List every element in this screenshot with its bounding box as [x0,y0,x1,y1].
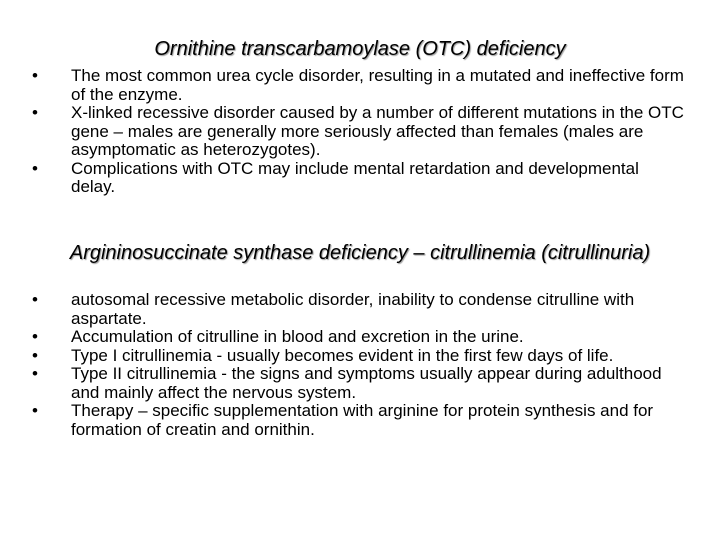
citrullinemia-bullet-list [24,291,684,439]
bullet-icon: • [32,66,38,85]
bullet-text: Therapy – specific supplementation with arginine for protein synthesis and for formation of creatin and ornithin. [71,401,654,439]
bullet-text: Complications with OTC may include mental retardation and developmental delay. [71,158,639,196]
section-title-otc-deficiency: Ornithine transcarbamoylase (OTC) deficiency [154,38,566,60]
list-item [24,328,684,347]
bullet-icon: • [32,401,38,420]
section-title-citrullinemia: Argininosuccinate synthase deficiency – citrullinemia (citrullinuria) [69,242,651,264]
list-item [24,67,684,104]
list-item [24,291,684,328]
list-item [24,347,684,366]
list-item [24,365,684,402]
bullet-icon: • [32,290,38,309]
bullet-icon: • [32,103,38,122]
list-item [24,402,684,439]
bullet-text: autosomal recessive metabolic disorder, inability to condense citrulline with aspartate. [71,290,635,328]
bullet-text: Type I citrullinemia - usually becomes evident in the first few days of life. [71,345,614,365]
list-item [24,160,684,197]
bullet-text: Type II citrullinemia - the signs and symptoms usually appear during adulthood and mainly affect the nervous system. [71,364,662,402]
list-item [24,104,684,160]
bullet-text: X-linked recessive disorder caused by a number of different mutations in the OTC gene – males are generally more seriously affected than females (males are asymptomatic as heterozygotes). [71,103,684,159]
bullet-icon: • [32,364,38,383]
bullet-text: Accumulation of citrulline in blood and excretion in the urine. [71,327,524,346]
bullet-icon: • [32,327,38,346]
bullet-icon: • [32,345,38,365]
bullet-text: The most common urea cycle disorder, resulting in a mutated and ineffective form of the enzyme. [71,66,684,104]
otc-bullet-list [24,67,684,197]
bullet-icon: • [32,158,38,178]
